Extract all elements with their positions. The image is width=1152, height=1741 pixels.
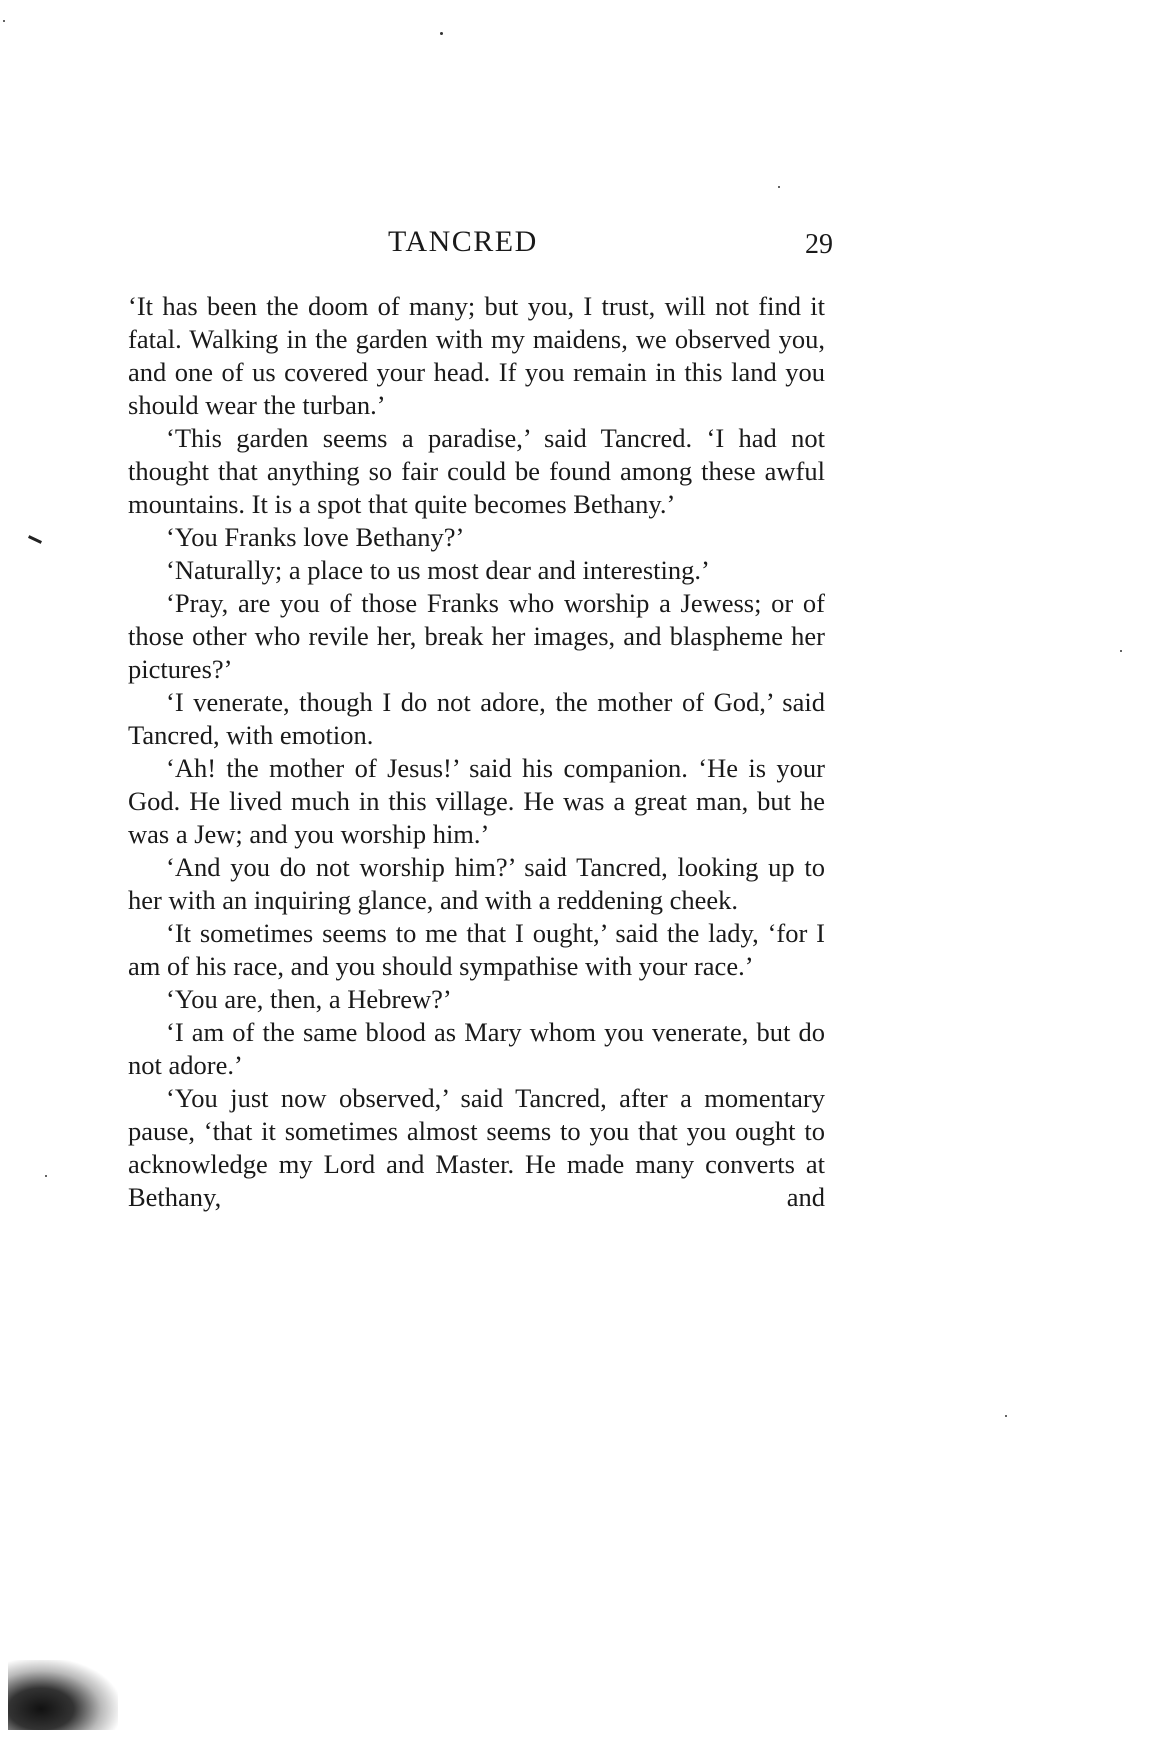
running-head: [128, 225, 833, 265]
body-text: [128, 290, 825, 1214]
paragraph: ‘And you do not worship him?’ said Tancred, looking up to her with an inquiring glance, and with a reddening cheek.: [128, 852, 825, 915]
paragraph: ‘It has been the doom of many; but you, I trust, will not find it fatal. Walking in the garden with my maidens, we observed you, and one of us covered your head. If you remain in this land you should wear the turban.’: [128, 291, 825, 420]
paragraph: ‘You just now observed,’ said Tancred, after a momentary pause, ‘that it sometimes almost seems to you that you ought to acknowledge my Lord and Master. He made many converts at Bethany, and: [128, 1083, 825, 1212]
paragraph: ‘You Franks love Bethany?’: [166, 522, 465, 552]
page-number: 29: [805, 229, 833, 260]
running-title: TANCRED: [388, 225, 538, 258]
paragraph: ‘It sometimes seems to me that I ought,’ said the lady, ‘for I am of his race, and you should sympathise with your race.’: [128, 918, 825, 981]
paragraph: ‘You are, then, a Hebrew?’: [166, 984, 452, 1014]
dust-speck: [778, 186, 780, 188]
paragraph: ‘I am of the same blood as Mary whom you venerate, but do not adore.’: [128, 1017, 825, 1080]
paragraph: ‘Pray, are you of those Franks who worship a Jewess; or of those other who revile her, break her images, and blaspheme her pictures?’: [128, 588, 825, 684]
scan-smudge: [8, 1660, 118, 1730]
scan-tick-mark: [28, 535, 42, 544]
dust-speck: [1005, 1415, 1007, 1417]
dust-speck: [440, 32, 443, 35]
paragraph: ‘Naturally; a place to us most dear and interesting.’: [166, 555, 710, 585]
paragraph: ‘Ah! the mother of Jesus!’ said his companion. ‘He is your God. He lived much in this village. He was a great man, but he was a Jew; and you worship him.’: [128, 753, 825, 849]
dust-speck: [45, 1175, 47, 1177]
paragraph: ‘This garden seems a paradise,’ said Tancred. ‘I had not thought that anything so fair could be found among these awful mountains. It is a spot that quite becomes Bethany.’: [128, 423, 825, 519]
paragraph: ‘I venerate, though I do not adore, the mother of God,’ said Tancred, with emotion.: [128, 687, 825, 750]
dust-speck: [3, 20, 5, 22]
dust-speck: [1120, 650, 1122, 652]
